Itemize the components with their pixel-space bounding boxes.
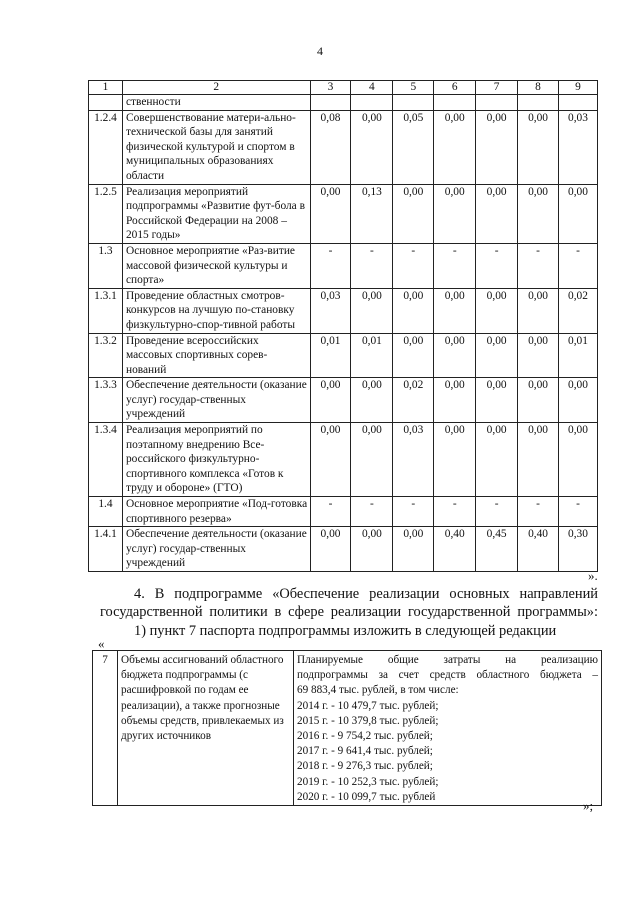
row-value: 0,00 [393, 527, 434, 572]
passport-text-line: Планируемые общие затраты на реализацию [297, 654, 598, 666]
row-value: 0,00 [476, 184, 518, 243]
row-number: 1.3.2 [89, 333, 123, 378]
passport-year-line: 2016 г. - 9 754,2 тыс. рублей; [297, 730, 433, 743]
row-value: 0,40 [518, 527, 559, 572]
passport-table [92, 650, 602, 806]
row-value: 0,45 [476, 527, 518, 572]
table-row [89, 333, 598, 378]
passport-text-line: 69 883,4 тыс. рублей, в том числе: [297, 684, 459, 697]
row-value: - [518, 497, 559, 527]
row-value: - [310, 497, 351, 527]
row-value: 0,00 [434, 333, 476, 378]
row-value: 0,13 [351, 184, 393, 243]
passport-year-line: 2019 г. - 10 252,3 тыс. рублей; [297, 775, 439, 788]
passport-year-line: 2020 г. - 10 099,7 тыс. рублей [297, 790, 436, 803]
row-value: - [393, 243, 434, 288]
row-value: 0,05 [393, 110, 434, 184]
row-value: 0,02 [558, 288, 597, 333]
column-header: 7 [476, 81, 518, 95]
table-row [89, 95, 598, 111]
row-value: 0,00 [434, 110, 476, 184]
passport-year-line: 2018 г. - 9 276,3 тыс. рублей; [297, 760, 433, 773]
row-name: Совершенствование матери-альнo-технической базы для занятий физической культурой и спортом в муниципальных образованиях области [122, 110, 310, 184]
row-value: 0,01 [310, 333, 351, 378]
row-value: - [351, 497, 393, 527]
row-value: 0,02 [393, 378, 434, 423]
passport-item-number: 7 [93, 651, 118, 806]
funding-share-table [88, 80, 598, 572]
row-value: - [434, 497, 476, 527]
row-value: 0,00 [393, 184, 434, 243]
table-closing-quote: ». [588, 568, 598, 583]
row-value: 0,00 [310, 184, 351, 243]
column-header: 8 [518, 81, 559, 95]
table-row [89, 243, 598, 288]
row-value: 0,00 [476, 110, 518, 184]
row-value: 0,01 [351, 333, 393, 378]
row-value: 0,03 [558, 110, 597, 184]
row-name: Обеспечение деятельности (оказание услуг) государ-ственных учреждений [122, 378, 310, 423]
row-number: 1.3 [89, 243, 123, 288]
row-value: - [558, 497, 597, 527]
passport-item-text [294, 651, 602, 806]
row-number: 1.4 [89, 497, 123, 527]
passport-row [93, 651, 602, 806]
row-value [558, 95, 597, 111]
paragraph-4-1: 1) пункт 7 паспорта подпрограммы изложить в следующей редакции [134, 623, 557, 639]
row-name: Проведение областных смотров-конкурсов на лучшую по-становку физкультурно-спор-тивной работы [122, 288, 310, 333]
row-value: 0,03 [393, 423, 434, 497]
row-value: 0,00 [351, 423, 393, 497]
row-value [518, 95, 559, 111]
column-header: 3 [310, 81, 351, 95]
row-name: Основное мероприятие «Раз-витие массовой физической культуры и спорта» [122, 243, 310, 288]
row-number [89, 95, 123, 111]
column-header: 6 [434, 81, 476, 95]
table-row [89, 110, 598, 184]
column-header: 4 [351, 81, 393, 95]
table-row [89, 497, 598, 527]
row-value: 0,00 [518, 423, 559, 497]
row-value: - [476, 497, 518, 527]
opening-quote: « [98, 636, 105, 651]
column-header: 1 [89, 81, 123, 95]
row-name: Реализация мероприятий подпрограммы «Развитие фут-бола в Российской Федерации на 2008 – 2015 годы» [122, 184, 310, 243]
row-value: 0,00 [476, 333, 518, 378]
row-value: 0,00 [310, 378, 351, 423]
row-value: 0,01 [558, 333, 597, 378]
table-row [89, 423, 598, 497]
row-value: 0,00 [518, 184, 559, 243]
passport-year-line: 2017 г. - 9 641,4 тыс. рублей; [297, 745, 433, 758]
column-header: 2 [122, 81, 310, 95]
row-name: Обеспечение деятельности (оказание услуг) государ-ственных учреждений [122, 527, 310, 572]
row-value: 0,00 [351, 288, 393, 333]
table-row [89, 378, 598, 423]
row-number: 1.3.3 [89, 378, 123, 423]
table-row [89, 288, 598, 333]
row-number: 1.4.1 [89, 527, 123, 572]
row-value: 0,00 [434, 184, 476, 243]
row-value: - [310, 243, 351, 288]
row-number: 1.3.1 [89, 288, 123, 333]
row-value: 0,00 [434, 288, 476, 333]
row-value: - [434, 243, 476, 288]
row-value: 0,00 [518, 288, 559, 333]
row-value [310, 95, 351, 111]
row-value: 0,00 [351, 110, 393, 184]
row-value [393, 95, 434, 111]
row-value: 0,00 [310, 423, 351, 497]
row-value: 0,08 [310, 110, 351, 184]
row-value: 0,00 [558, 378, 597, 423]
row-value: 0,30 [558, 527, 597, 572]
row-value: 0,03 [310, 288, 351, 333]
row-value: 0,00 [518, 110, 559, 184]
row-number: 1.2.4 [89, 110, 123, 184]
row-value: 0,00 [351, 527, 393, 572]
row-value [476, 95, 518, 111]
table-row [89, 527, 598, 572]
row-number: 1.2.5 [89, 184, 123, 243]
column-header: 9 [558, 81, 597, 95]
paragraph-4: 4. В подпрограмме «Обеспечение реализации основных направлений государственной политики в сфере реализации государственной программы»: [100, 586, 598, 620]
row-number: 1.3.4 [89, 423, 123, 497]
row-value: 0,00 [518, 333, 559, 378]
row-name: Основное мероприятие «Под-готовка спортивного резерва» [122, 497, 310, 527]
row-value: 0,00 [558, 184, 597, 243]
row-value: 0,00 [476, 378, 518, 423]
passport-closing-quote: »; [583, 798, 594, 813]
row-value: 0,00 [351, 378, 393, 423]
row-value: - [558, 243, 597, 288]
passport-year-line: 2015 г. - 10 379,8 тыс. рублей; [297, 714, 439, 727]
page-number: 4 [317, 44, 323, 58]
row-value: 0,00 [393, 333, 434, 378]
table-row [89, 184, 598, 243]
row-value: - [518, 243, 559, 288]
passport-item-label: Объемы ассигнований областного бюджета подпрограммы (с расшифровкой по годам ее реализации), а также прогнозные объемы средств, привлекаемых из других источников [118, 651, 294, 806]
row-value: 0,00 [558, 423, 597, 497]
row-value: - [476, 243, 518, 288]
row-name: ственности [122, 95, 310, 111]
row-value: 0,00 [310, 527, 351, 572]
row-value: 0,00 [518, 378, 559, 423]
row-value [434, 95, 476, 111]
row-value: - [351, 243, 393, 288]
passport-year-line: 2014 г. - 10 479,7 тыс. рублей; [297, 699, 439, 712]
row-value: 0,40 [434, 527, 476, 572]
row-value: 0,00 [434, 423, 476, 497]
column-header: 5 [393, 81, 434, 95]
row-value: 0,00 [434, 378, 476, 423]
row-name: Реализация мероприятий по поэтапному внедрению Все-российского физкультурно-спортивного комплекса «Готов к труду и обороне» (ГТО) [122, 423, 310, 497]
table-header-row [89, 81, 598, 95]
passport-text-line: подпрограммы за счет средств областного бюджета – [297, 669, 598, 682]
row-value: 0,00 [393, 288, 434, 333]
row-value: 0,00 [476, 288, 518, 333]
row-value [351, 95, 393, 111]
row-value: 0,00 [476, 423, 518, 497]
row-name: Проведение всероссийских массовых спортивных сорев-нований [122, 333, 310, 378]
row-value: - [393, 497, 434, 527]
